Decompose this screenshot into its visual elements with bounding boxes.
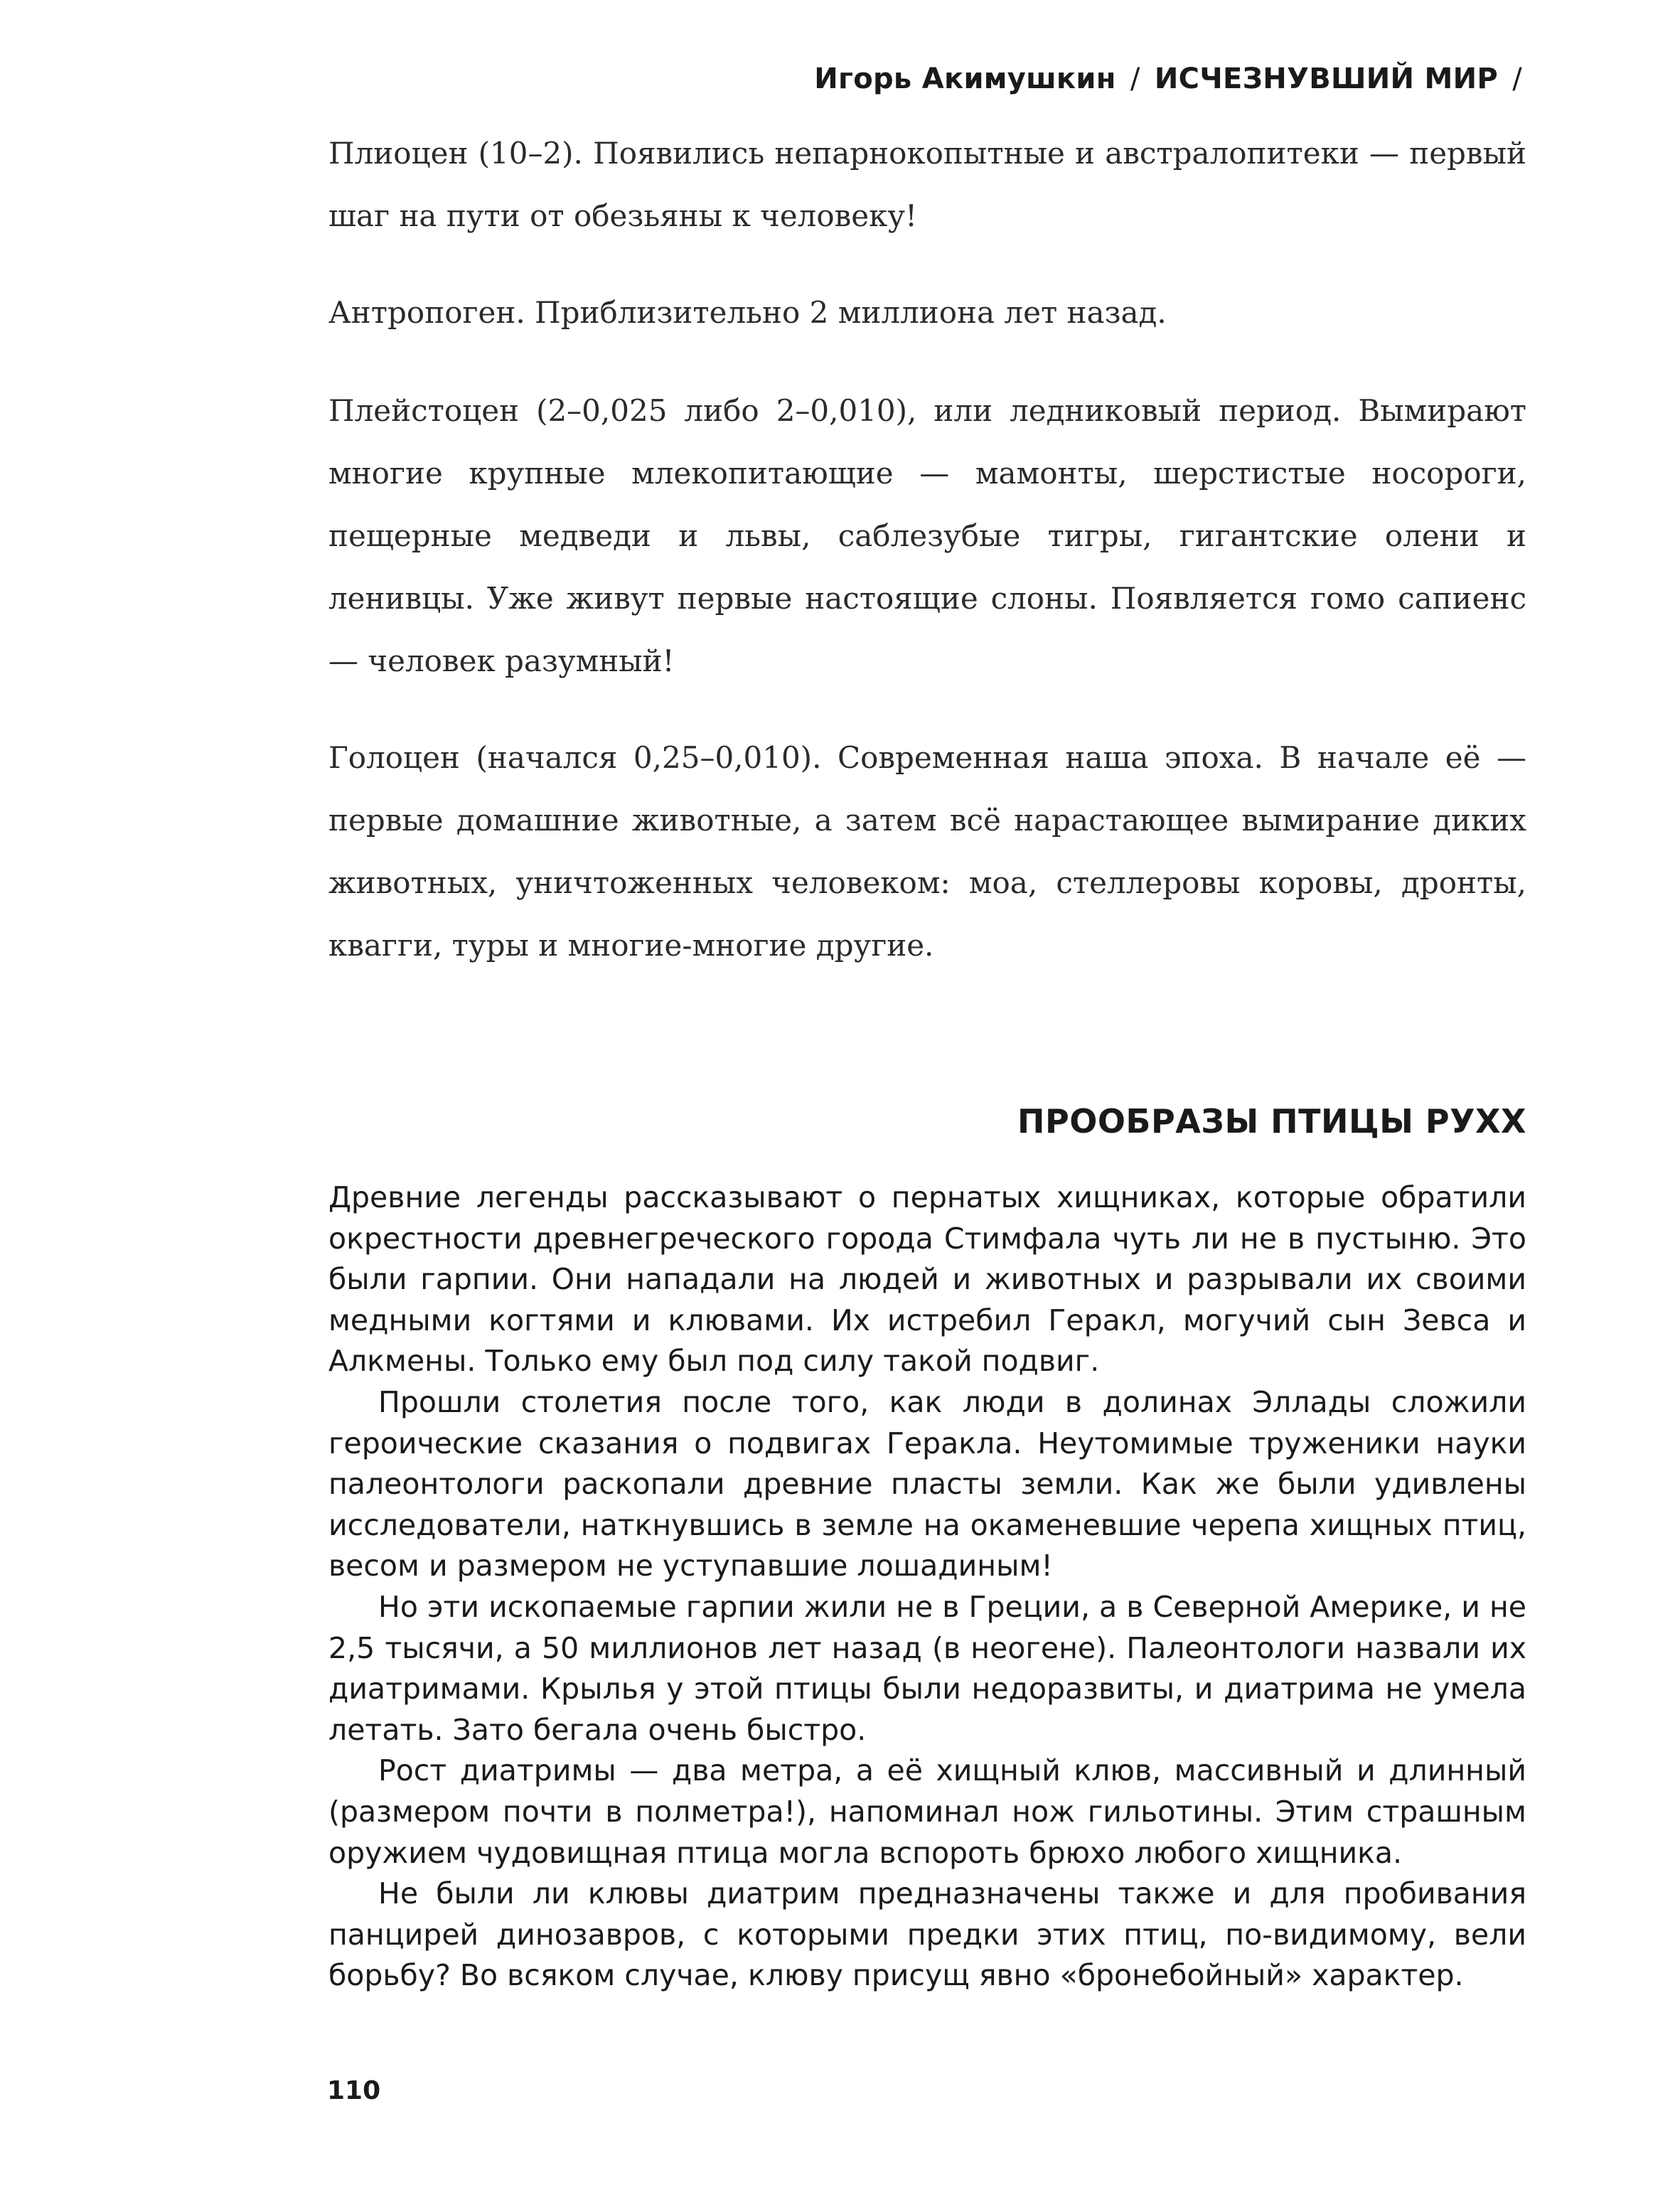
header-book-title: ИСЧЕЗНУВШИЙ МИР	[1154, 63, 1498, 95]
page-number: 110	[327, 2076, 381, 2105]
section-heading: ПРООБРАЗЫ ПТИЦЫ РУХХ	[1017, 1102, 1526, 1140]
header-author: Игорь Акимушкин	[814, 63, 1116, 95]
epoch-holocene-paragraph: Голоцен (начался 0,25–0,010). Современная наша эпоха. В начале её — первые домашние животные, а затем всё нарастающее вымирание диких животных, уничтоженных человеком: моа, стеллеровы коровы, дронты, квагги, туры и многие-многие другие.	[328, 740, 1526, 963]
header-separator: /	[1512, 63, 1522, 95]
running-header	[814, 63, 1526, 95]
body-paragraph: Прошли столетия после того, как люди в долинах Эллады сложили героические сказания о подвигах Геракла. Неутомимые труженики науки палеонтологи раскопали древние пласты земли. Как же были удивлены исследователи, наткнувшись в земле на окаменевшие черепа хищных птиц, весом и размером не уступавшие лошадиным!	[328, 1384, 1526, 1583]
section-body	[328, 1177, 1526, 1997]
epoch-pleistocene-paragraph: Плейстоцен (2–0,025 либо 2–0,010), или ледниковый период. Вымирают многие крупные млекопитающие — мамонты, шерстистые носороги, пещерные медведи и львы, саблезубые тигры, гигантские олени и ленивцы. Уже живут первые настоящие слоны. Появляется гомо сапиенс — человек разумный!	[328, 393, 1526, 678]
header-separator: /	[1130, 63, 1140, 95]
body-paragraph: Не были ли клювы диатрим предназначены также и для пробивания панцирей динозавров, с которыми предки этих птиц, по-видимому, вели борьбу? Во всяком случае, клюву присущ явно «бронебойный» характер.	[328, 1876, 1526, 1993]
epoch-pliocene-paragraph: Плиоцен (10–2). Появились непарнокопытные и австралопитеки — первый шаг на пути от обезьяны к человеку!	[328, 136, 1526, 233]
body-paragraph: Рост диатримы — два метра, а её хищный клюв, массивный и длинный (размером почти в полметра!), напоминал нож гильотины. Этим страшным оружием чудовищная птица могла вспороть брюхо любого хищника.	[328, 1753, 1526, 1870]
epoch-anthropogene-paragraph: Антропоген. Приблизительно 2 миллиона лет назад.	[328, 295, 1167, 330]
body-paragraph: Древние легенды рассказывают о пернатых хищниках, которые обратили окрестности древнегреческого города Стимфала чуть ли не в пустыню. Это были гарпии. Они нападали на людей и животных и разрывали их своими медными когтями и клювами. Их истребил Геракл, могучий сын Зевса и Алкмены. Только ему был под силу такой подвиг.	[328, 1180, 1526, 1379]
body-paragraph: Но эти ископаемые гарпии жили не в Греции, а в Северной Америке, и не 2,5 тысячи, а 50 миллионов лет назад (в неогене). Палеонтологи назвали их диатримами. Крылья у этой птицы были недоразвиты, и диатрима не умела летать. Зато бегала очень быстро.	[328, 1589, 1526, 1747]
